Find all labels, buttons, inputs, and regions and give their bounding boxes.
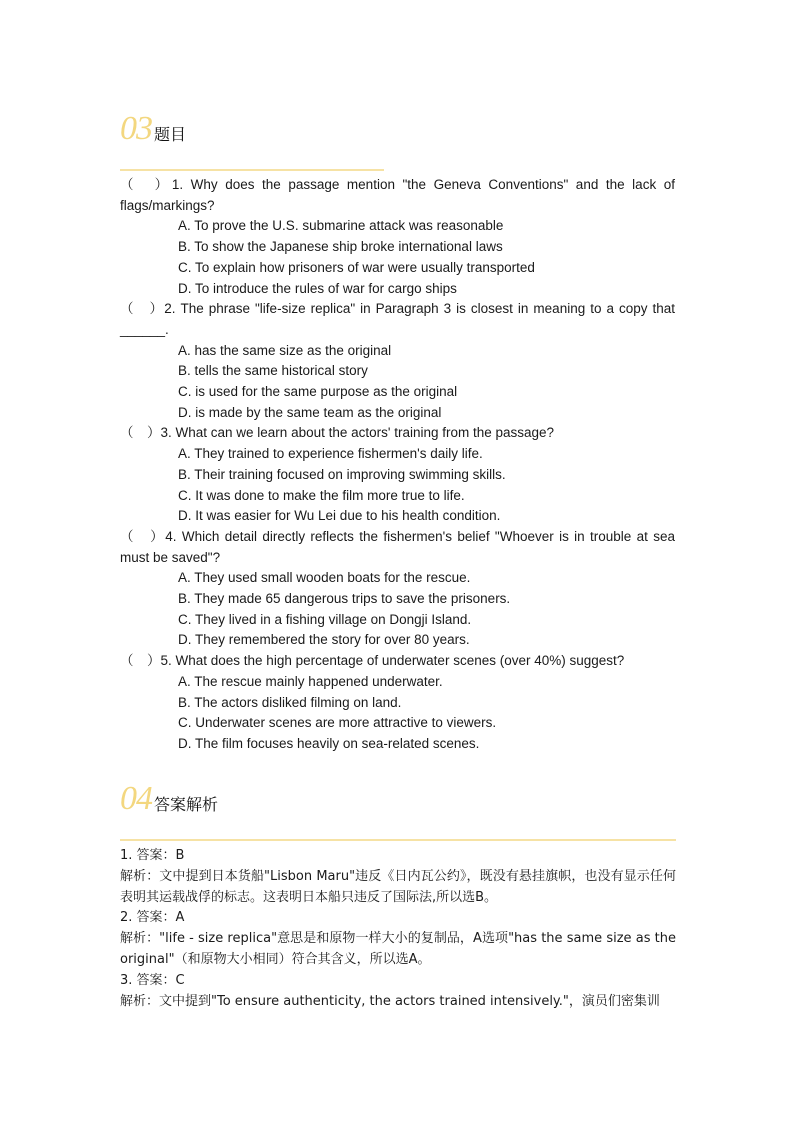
answer-explanation: 解析："life - size replica"意思是和原物一样大小的复制品，A选项"has the same size as the original"（和原物大小相同）符合其含义，所以选A。 bbox=[120, 931, 676, 967]
option-c: C. Underwater scenes are more attractive to viewers. bbox=[178, 715, 497, 731]
option-a: A. To prove the U.S. submarine attack was reasonable bbox=[178, 218, 504, 234]
section-header-questions bbox=[120, 112, 186, 146]
question-stem: （ ）4. Which detail directly reflects the fishermen's belief "Whoever is in trouble at sea must be saved"? bbox=[120, 528, 675, 565]
answer-item bbox=[120, 971, 676, 1013]
question-item bbox=[120, 423, 675, 527]
option-c: C. To explain how prisoners of war were usually transported bbox=[178, 259, 535, 275]
section-number: 04 bbox=[120, 780, 152, 817]
option-d: D. They remembered the story for over 80 years. bbox=[178, 632, 470, 648]
section-header-answers bbox=[120, 782, 218, 816]
answer-key: 3. 答案：C bbox=[120, 972, 185, 988]
answer-item bbox=[120, 846, 676, 908]
option-a: A. The rescue mainly happened underwater. bbox=[178, 673, 443, 689]
question-item bbox=[120, 651, 675, 755]
option-c: C. is used for the same purpose as the original bbox=[178, 384, 458, 400]
answer-explanation: 解析：文中提到日本货船"Lisbon Maru"违反《日内瓦公约》，既没有悬挂旗帜，也没有显示任何表明其运载战俘的标志。这表明日本船只违反了国际法,所以选B。 bbox=[120, 868, 676, 905]
option-d: D. The film focuses heavily on sea-related scenes. bbox=[178, 735, 480, 751]
section-number: 03 bbox=[120, 110, 152, 147]
option-a: A. They trained to experience fishermen's daily life. bbox=[178, 446, 483, 462]
answer-list bbox=[120, 846, 676, 1012]
section-title: 题目 bbox=[154, 125, 187, 144]
question-stem: （ ）1. Why does the passage mention "the Geneva Conventions" and the lack of flags/markings? bbox=[120, 177, 675, 213]
option-d: D. To introduce the rules of war for cargo ships bbox=[178, 280, 457, 296]
option-a: A. has the same size as the original bbox=[178, 342, 392, 358]
question-stem: （ ）3. What can we learn about the actors' training from the passage? bbox=[120, 425, 555, 441]
answer-item bbox=[120, 908, 676, 970]
question-item bbox=[120, 299, 675, 423]
question-stem: （ ）2. The phrase "life-size replica" in Paragraph 3 is closest in meaning to a copy that ______. bbox=[120, 301, 675, 337]
option-b: B. The actors disliked filming on land. bbox=[178, 694, 402, 710]
option-b: B. tells the same historical story bbox=[178, 363, 368, 379]
option-b: B. They made 65 dangerous trips to save the prisoners. bbox=[178, 591, 511, 607]
option-c: C. They lived in a fishing village on Dongji Island. bbox=[178, 611, 472, 627]
answer-key: 1. 答案：B bbox=[120, 848, 185, 863]
question-list bbox=[120, 175, 675, 755]
option-d: D. is made by the same team as the original bbox=[178, 404, 442, 420]
option-b: B. Their training focused on improving swimming skills. bbox=[178, 466, 506, 482]
section-divider bbox=[120, 169, 384, 171]
question-item bbox=[120, 527, 675, 651]
section-divider bbox=[120, 839, 676, 841]
question-item bbox=[120, 175, 675, 299]
question-stem: （ ）5. What does the high percentage of underwater scenes (over 40%) suggest? bbox=[120, 653, 625, 669]
answer-explanation: 解析：文中提到"To ensure authenticity, the actors trained intensively."，演员们密集训 bbox=[120, 993, 660, 1009]
option-a: A. They used small wooden boats for the rescue. bbox=[178, 570, 471, 586]
option-c: C. It was done to make the film more true to life. bbox=[178, 487, 465, 503]
answer-key: 2. 答案：A bbox=[120, 910, 185, 926]
section-title: 答案解析 bbox=[154, 795, 219, 814]
option-b: B. To show the Japanese ship broke international laws bbox=[178, 239, 503, 255]
option-d: D. It was easier for Wu Lei due to his health condition. bbox=[178, 508, 501, 524]
